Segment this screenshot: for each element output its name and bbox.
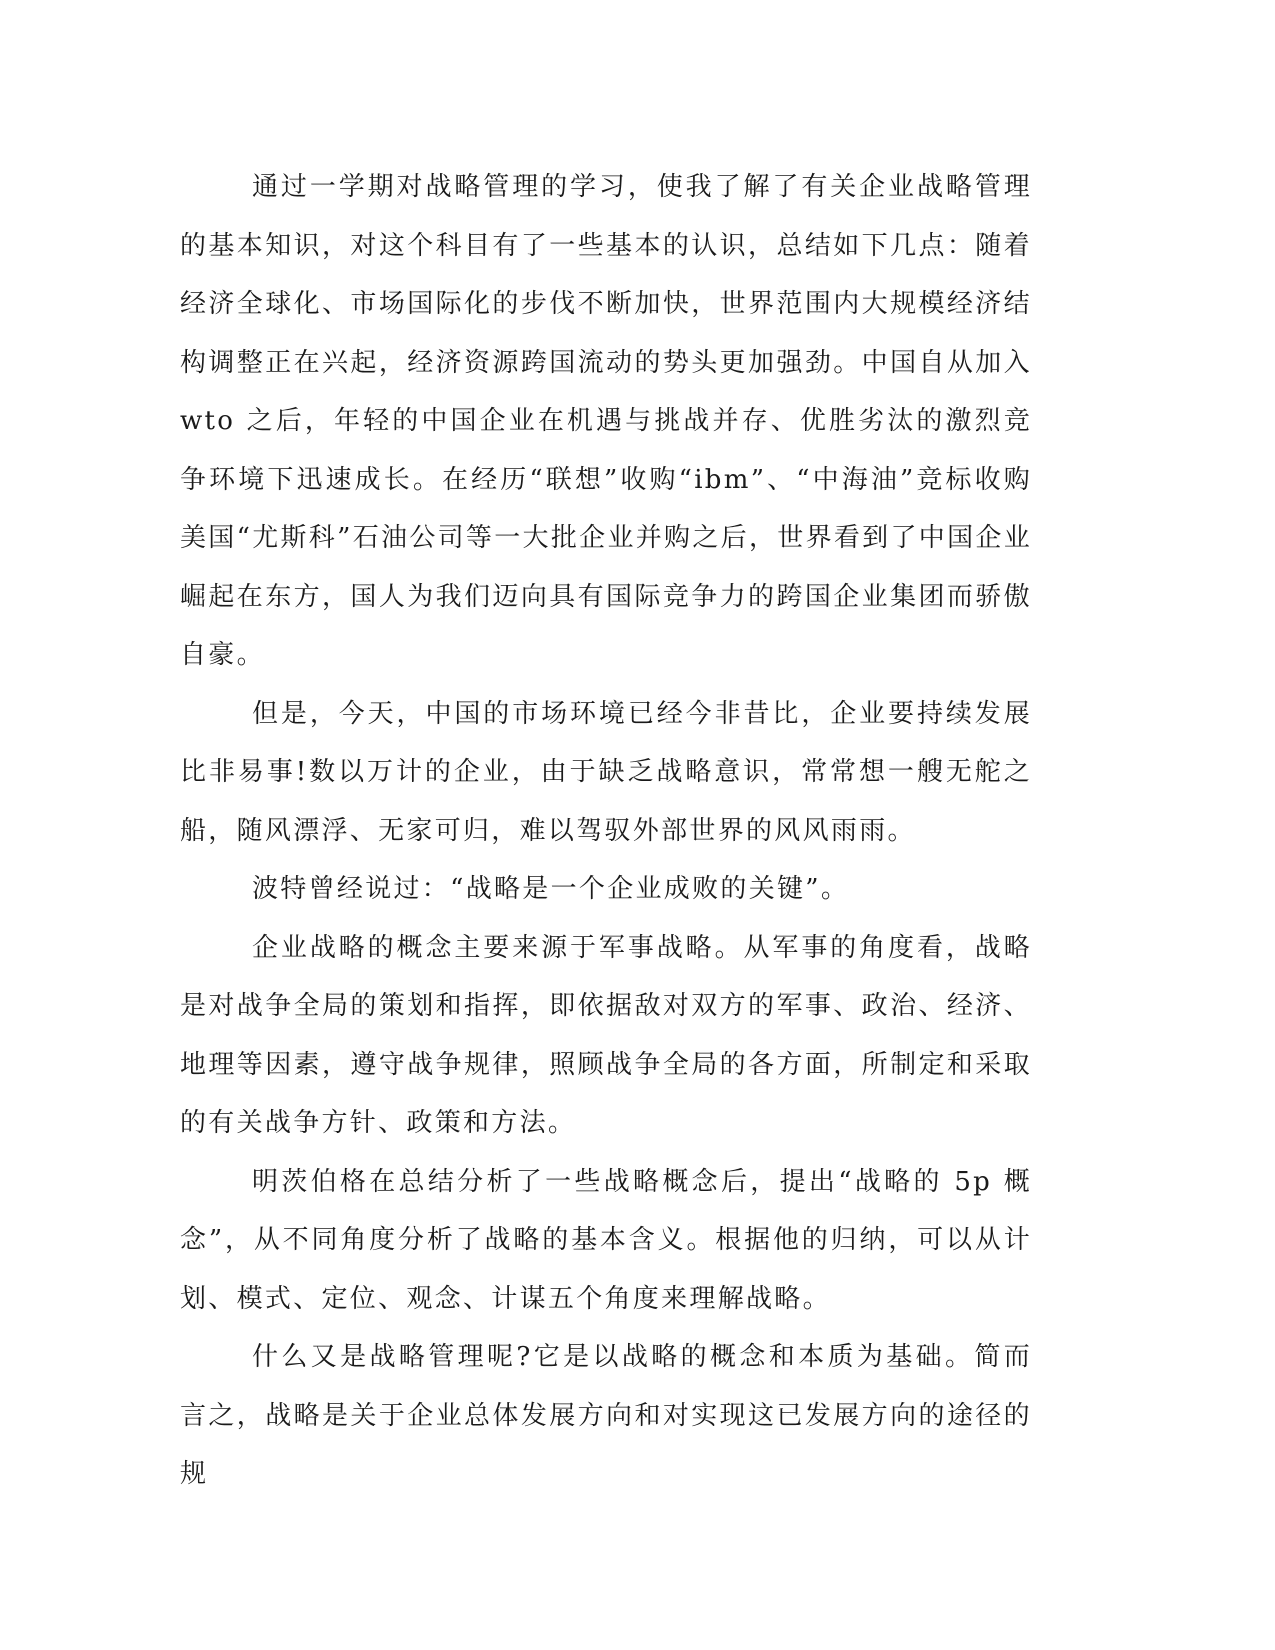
paragraph-6: 什么又是战略管理呢?它是以战略的概念和本质为基础。简而言之，战略是关于企业总体发展方向和对实现这已发展方向的途径的规 <box>180 1342 1032 1489</box>
paragraph-2: 但是，今天，中国的市场环境已经今非昔比，企业要持续发展比非易事!数以万计的企业，由于缺乏战略意识，常常想一艘无舵之船，随风漂浮、无家可归，难以驾驭外部世界的风风雨雨。 <box>180 698 1032 846</box>
paragraph-5: 明茨伯格在总结分析了一些战略概念后，提出“战略的 5p 概念”，从不同角度分析了战略的基本含义。根据他的归纳，可以从计划、模式、定位、观念、计谋五个角度来理解战略。 <box>180 1166 1032 1314</box>
paragraph-3: 波特曾经说过：“战略是一个企业成败的关键”。 <box>252 874 850 904</box>
paragraph-1: 通过一学期对战略管理的学习，使我了解了有关企业战略管理的基本知识，对这个科目有了一些基本的认识，总结如下几点：随着经济全球化、市场国际化的步伐不断加快，世界范围内大规模经济结构调整正在兴起，经济资源跨国流动的势头更加强劲。中国自从加入 wto 之后，年轻的中国企业在机遇与挑战并存、优胜劣汰的激烈竞争环境下迅速成长。在经历“联想”收购“ibm”、“中海油”竞标收购美国“尤斯科”石油公司等一大批企业并购之后，世界看到了中国企业崛起在东方，国人为我们迈向具有国际竞争力的跨国企业集团而骄傲自豪。 <box>180 172 1032 670</box>
document-body <box>180 158 1032 1504</box>
paragraph-4: 企业战略的概念主要来源于军事战略。从军事的角度看，战略是对战争全局的策划和指挥，即依据敌对双方的军事、政治、经济、地理等因素，遵守战争规律，照顾战争全局的各方面，所制定和采取的有关战争方针、政策和方法。 <box>180 932 1032 1138</box>
